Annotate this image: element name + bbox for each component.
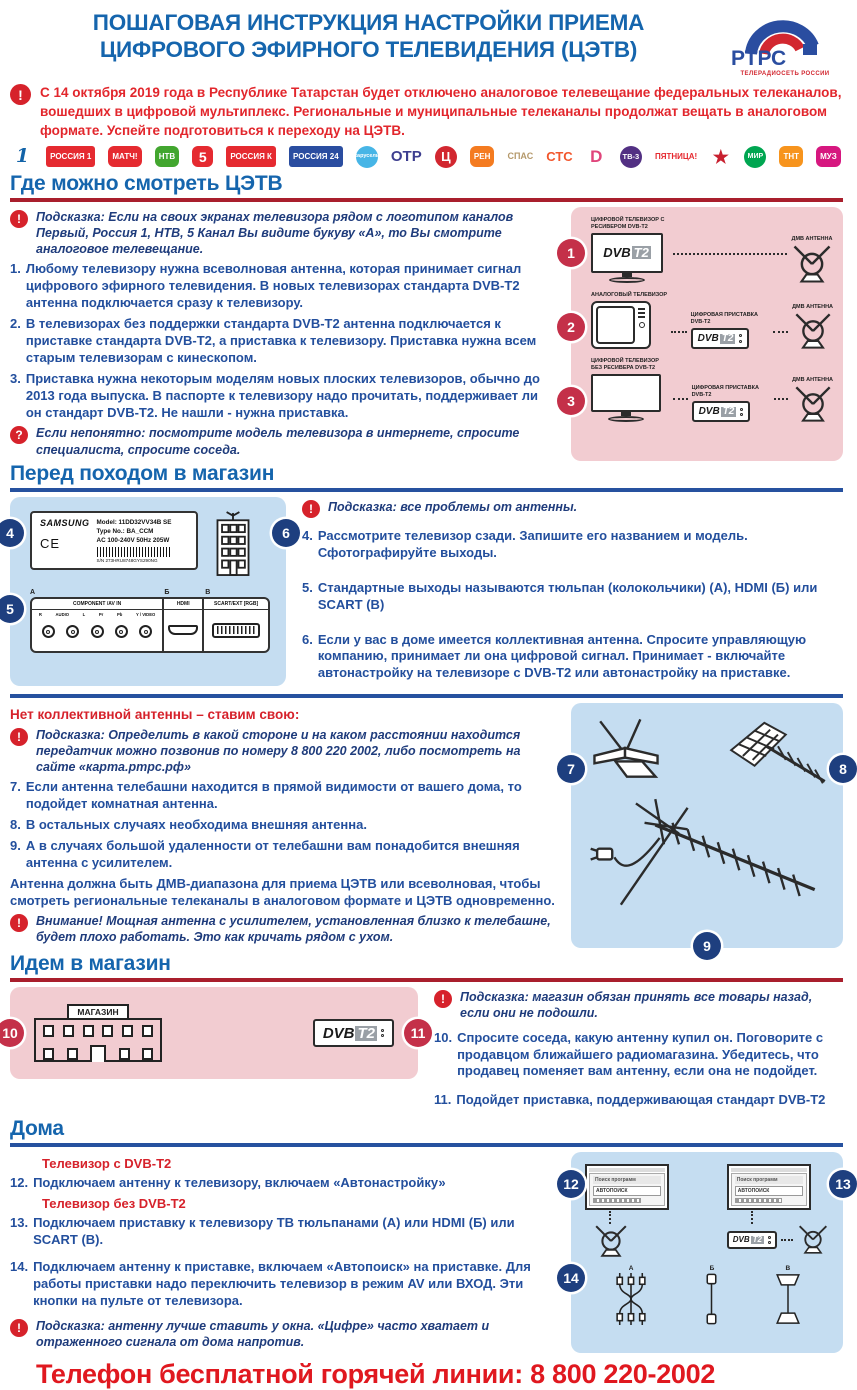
indoor-antenna-icon — [583, 717, 669, 781]
step-11: 11. Подойдет приставка, поддерживающая стандарт DVB-T2 — [434, 1092, 826, 1108]
channel-logo-12: СПАС — [507, 151, 534, 162]
rca-jack — [115, 625, 128, 638]
hint-return-goods: ! Подсказка: магазин обязан принять все товары назад, если они не подошли. — [434, 989, 843, 1022]
tv-connection-diagram — [567, 207, 843, 461]
step-14: 14. Подключаем антенну к приставке, включаем «Автопоиск» на приставке. Для работы приставки надо переключить телевизор в режим AV или ВХОД. Эти кнопки на пульте от телевизора. — [10, 1258, 531, 1308]
rca-cable-icon — [611, 1273, 651, 1325]
caption-stb: ЦИФРОВАЯ ПРИСТАВКА DVB-T2 — [690, 311, 758, 325]
badge-8: 8 — [829, 755, 857, 783]
cable-dotted-line — [673, 253, 787, 255]
antenna-band-note: Антенна должна быть ДМВ-диапазона для приема ЦЭТВ или всеволновая, чтобы смотреть региональные телеканалы в аналоговом формате и ЦЭТВ одновременно. — [10, 875, 555, 908]
home-setup-box — [563, 1152, 851, 1353]
step-12: 12. Подключаем антенну к телевизору, включаем «Автонастройку» — [10, 1175, 446, 1191]
step-13: 13. Подключаем приставку к телевизору ТВ тюльпанами (А) или HDMI (Б) или SCART (В). — [10, 1215, 515, 1248]
channel-logo-16: ПЯТНИЦА! — [654, 151, 698, 161]
badge-5: 5 — [0, 595, 24, 623]
rca-jack — [91, 625, 104, 638]
tv-label-plate — [30, 511, 198, 570]
type-text: Type No.: BA_CCM — [96, 528, 154, 536]
tv-back-panel-box — [6, 497, 290, 686]
cable-dotted-line — [781, 1239, 793, 1241]
badge-9: 9 — [693, 932, 721, 960]
badge-6: 6 — [272, 519, 300, 547]
model-text: Model: 11DD32VV34B SE — [96, 518, 172, 526]
rtrs-logo-subtitle: ТЕЛЕРАДИОСЕТЬ РОССИИ — [740, 71, 830, 77]
progress-bar — [593, 1198, 641, 1203]
marker-b: Б — [164, 588, 170, 596]
shop-box — [2, 987, 426, 1079]
hint-amplifier-warning: ! Внимание! Мощная антенна с усилителем, установленная близко к телебашне, будет плохо работать. Это как кричать рядом с ухом. — [10, 913, 555, 946]
question-icon: ? — [10, 426, 28, 444]
notice-text: С 14 октября 2019 года в Республике Татарстан будет отключено аналоговое телевещание федеральных телеканалов, вошедших в цифровой мультиплекс. Региональные и муниципальные телеканалы продолжат вещать в аналоговом формате. Успейте подготовиться к переходу на ЦЭТВ. — [40, 85, 842, 138]
switch-off-notice — [10, 84, 843, 141]
step-5: 5. Стандартные выходы называются тюльпан (колокольчики) (А), HDMI (Б) или SCART (В) — [302, 579, 818, 612]
section-home — [10, 1152, 851, 1353]
channel-logo-17: ★ — [712, 146, 729, 167]
badge-13: 13 — [829, 1170, 857, 1198]
section-before-shop — [6, 497, 843, 686]
caption-antenna: ДМВ АНТЕННА — [792, 377, 834, 384]
section-where-heading: Где можно смотреть ЦЭТВ — [10, 171, 283, 195]
channel-logos-row — [12, 144, 841, 170]
exclamation-icon: ! — [10, 914, 28, 932]
set-top-box-icon: DVB T2 — [727, 1231, 777, 1249]
antenna-icon — [797, 1225, 829, 1254]
component-section: COMPONENT /AV IN R AUDIO L Pr Pb Y / VIDEO — [32, 599, 164, 651]
badge-2: 2 — [557, 313, 585, 341]
cable-dotted-line — [673, 398, 688, 400]
section-before-shop-heading: Перед походом в магазин — [10, 461, 275, 485]
badge-4: 4 — [0, 519, 24, 547]
progress-bar — [735, 1198, 783, 1203]
antenna-icon — [593, 1225, 629, 1257]
channel-logo-10: Ц — [435, 146, 457, 168]
digital-tv-no-receiver-icon — [591, 374, 661, 422]
section-where — [10, 207, 843, 461]
own-antenna-heading: Нет коллективной антенны – ставим свою: — [10, 707, 300, 723]
channel-logo-9: ОТР — [390, 148, 422, 166]
channel-logo-7: РОССИЯ 24 — [289, 146, 343, 167]
step-2: 2. В телевизорах без поддержки стандарта DVB-T2 антенна подключается к приставке стандарта DVB-T2, а приставка к телевизору. Приставка нужна всем старым телевизорам с кинескопом. — [10, 316, 537, 365]
sub-tv-with-dvb: Телевизор с DVB-T2 — [42, 1156, 172, 1172]
exclamation-icon: ! — [302, 500, 320, 518]
analog-tv-icon — [591, 301, 651, 349]
cable-dotted-line — [774, 398, 789, 400]
channel-logo-6: РОССИЯ К — [226, 146, 276, 167]
badge-1: 1 — [557, 239, 585, 267]
caption-antenna: ДМВ АНТЕННА — [792, 303, 834, 310]
serial-text: S/N 273HRU8748GYS290NG — [96, 558, 158, 564]
section-shop-heading: Идем в магазин — [10, 952, 171, 976]
shop-sign: МАГАЗИН — [67, 1004, 128, 1020]
digital-tv-icon: DVB T2 — [591, 233, 663, 283]
rca-jack — [42, 625, 55, 638]
divider — [10, 694, 843, 698]
channel-logo-1: 1 — [15, 145, 30, 168]
step-1: 1. Любому телевизору нужна всеволновая антенна, которая принимает сигнал цифрового эфирного телевидения. В новых телевизорах стандарта DVB-T2 антенна подключается сразу к телевизору. — [10, 261, 522, 311]
divider — [10, 978, 843, 982]
step-10: 10. Спросите соседа, какую антенну купил он. Поговорите с продавцом ближайшего радиомагазина. Убедитесь, что продавец поменяет вам антенну, если она не подойдет. — [434, 1029, 824, 1079]
marker-v: В — [205, 588, 211, 596]
barcode — [97, 547, 172, 557]
hint-transmitter-location: ! Подсказка: Определить в какой стороне и на каком расстоянии находится передатчик можно позвонив по номеру 8 800 220 2002, либо посмотреть на сайте «карта.ртрс.рф» — [10, 727, 555, 776]
scart-section: SCART/EXT [RGB] — [204, 599, 268, 651]
divider — [10, 198, 843, 202]
exclamation-icon: ! — [10, 728, 28, 746]
amplified-antenna-icon — [587, 797, 827, 909]
caption-stb: ЦИФРОВАЯ ПРИСТАВКА DVB-T2 — [691, 385, 759, 399]
caption-analog-tv: АНАЛОГОВЫЙ ТЕЛЕВИЗОР — [591, 291, 668, 298]
cable-dotted-line — [671, 331, 687, 333]
connector-panel — [30, 597, 270, 653]
cable-marker-b: Б — [709, 1265, 715, 1273]
step-4: 4. Рассмотрите телевизор сзади. Запишите его названием и модель. Сфотографируйте выходы. — [302, 527, 748, 560]
exclamation-icon: ! — [10, 1319, 28, 1337]
divider — [10, 1143, 843, 1147]
badge-3: 3 — [557, 387, 585, 415]
tv-autosearch-icon: Поиск программ АВТОПОИСК — [727, 1164, 811, 1210]
section-shop — [2, 987, 843, 1113]
antenna-icon — [791, 245, 833, 283]
divider — [10, 488, 843, 492]
title-line-2: ЦИФРОВОГО ЭФИРНОГО ТЕЛЕВИДЕНИЯ (ЦЭТВ) — [99, 37, 638, 63]
channel-logo-5: 5 — [192, 146, 213, 167]
page-title — [10, 4, 727, 64]
exclamation-icon: ! — [10, 210, 28, 228]
scart-port — [212, 623, 260, 638]
caption-antenna: ДМВ АНТЕННА — [791, 235, 833, 242]
channel-logo-11: РЕН — [470, 146, 494, 167]
badge-7: 7 — [557, 755, 585, 783]
hotline-phone: Телефон бесплатной горячей линии: 8 800 220-2002 — [36, 1359, 716, 1390]
set-top-box-icon: DVB T2 — [313, 1019, 394, 1047]
hint-analog-letter-a: ! Подсказка: Если на своих экранах телевизора рядом с логотипом каналов Первый, Россия 1, НТВ, 5 Канал Вы видите букуву «А», то Вы смотрите аналоговое телевещание. — [10, 209, 555, 258]
caption-digital-tv-no-receiver: ЦИФРОВОЙ ТЕЛЕВИЗОР БЕЗ РЕСИВЕРА DVB-T2 — [591, 358, 659, 372]
marker-a: А — [30, 588, 36, 596]
channel-logo-8: карусель — [356, 146, 378, 168]
cable-dotted-line — [773, 331, 789, 333]
cable-dotted-line — [751, 1211, 829, 1224]
cable-marker-a: А — [628, 1265, 634, 1273]
channel-logo-4: НТВ — [155, 146, 179, 167]
section-own-antenna — [10, 703, 847, 955]
channel-logo-13: СТС — [546, 149, 573, 165]
channel-logo-2: РОССИЯ 1 — [46, 146, 95, 167]
shop-icon — [34, 1004, 162, 1062]
rtrs-logo-text: РТРС — [731, 47, 787, 70]
badge-10: 10 — [0, 1019, 24, 1047]
antenna-icon — [793, 386, 833, 422]
hint-ask-specialist: ? Если непонятно: посмотрите модель телевизора в интернете, спросите специалиста, спросите соседа. — [10, 425, 555, 458]
tv-autosearch-icon: Поиск программ АВТОПОИСК — [585, 1164, 669, 1210]
apartment-building-icon — [212, 511, 254, 577]
header — [10, 4, 843, 77]
step-9: 9. А в случаях большой удаленности от телебашни вам понадобится внешняя антенна с усилителем. — [10, 838, 520, 871]
exclamation-icon: ! — [434, 990, 452, 1008]
rca-jack — [139, 625, 152, 638]
hint-window-antenna: ! Подсказка: антенну лучше ставить у окна. «Цифре» часто хватает и отраженного сигнала от дома напротив. — [10, 1318, 555, 1351]
sub-tv-without-dvb: Телевизор без DVB-T2 — [42, 1196, 186, 1212]
cable-marker-v: В — [785, 1265, 791, 1273]
step-3: 3. Приставка нужна некоторым моделям новых плоских телевизоров, обычно до 2013 года выпуска. В паспорте к телевизору надо прочитать, поддерживает ли он стандарт DVB-T2. Не нашли - нужна приставка. — [10, 370, 540, 420]
set-top-box-icon: DVB T2 — [691, 328, 750, 349]
scart-cable-icon — [773, 1273, 803, 1325]
shop-door — [90, 1045, 106, 1062]
exclamation-icon: ! — [10, 84, 31, 105]
antenna-icon — [793, 313, 833, 349]
outdoor-grid-antenna-icon — [723, 717, 831, 795]
hdmi-port — [168, 625, 198, 635]
cable-dotted-line — [609, 1211, 669, 1224]
step-8: 8. В остальных случаях необходима внешняя антенна. — [10, 817, 367, 833]
set-top-box-icon: DVB T2 — [692, 401, 751, 422]
hdmi-section: HDMI — [164, 599, 204, 651]
ce-mark: CE — [40, 535, 61, 551]
channel-logo-18: МИР — [744, 146, 766, 168]
rtrs-logo — [727, 4, 843, 77]
step-7: 7. Если антенна телебашни находится в прямой видимости от вашего дома, то подойдет комнатная антенна. — [10, 779, 522, 812]
channel-logo-19: ТНТ — [779, 146, 803, 167]
badge-14: 14 — [557, 1264, 585, 1292]
section-home-heading: Дома — [10, 1117, 64, 1141]
badge-12: 12 — [557, 1170, 585, 1198]
power-text: AC 100-240V 50Hz 205W — [96, 537, 170, 545]
step-6: 6. Если у вас в доме имеется коллективная антенна. Спросите управляющую компанию, принимает ли она цифровой сигнал. Принимает - включайте автонастройку на телевизоре с DVB-T2 или автонастройку на приставке. — [302, 631, 807, 681]
channel-logo-3: МАТЧ! — [108, 146, 141, 167]
rca-jack — [66, 625, 79, 638]
caption-digital-tv: ЦИФРОВОЙ ТЕЛЕВИЗОР С РЕСИВЕРОМ DVB-T2 — [591, 216, 665, 230]
channel-logo-20: МУЗ — [816, 146, 841, 167]
brand-logo: SAMSUNG — [40, 517, 90, 528]
channel-logo-15: ТВ-3 — [620, 146, 642, 168]
antenna-types-box — [567, 703, 847, 955]
channel-logo-14: D — [590, 147, 603, 167]
hint-antenna-problems: ! Подсказка: все проблемы от антенны. — [302, 499, 843, 518]
badge-11: 11 — [404, 1019, 432, 1047]
hdmi-cable-icon — [703, 1273, 720, 1325]
title-line-1: ПОШАГОВАЯ ИНСТРУКЦИЯ НАСТРОЙКИ ПРИЕМА — [92, 10, 645, 35]
